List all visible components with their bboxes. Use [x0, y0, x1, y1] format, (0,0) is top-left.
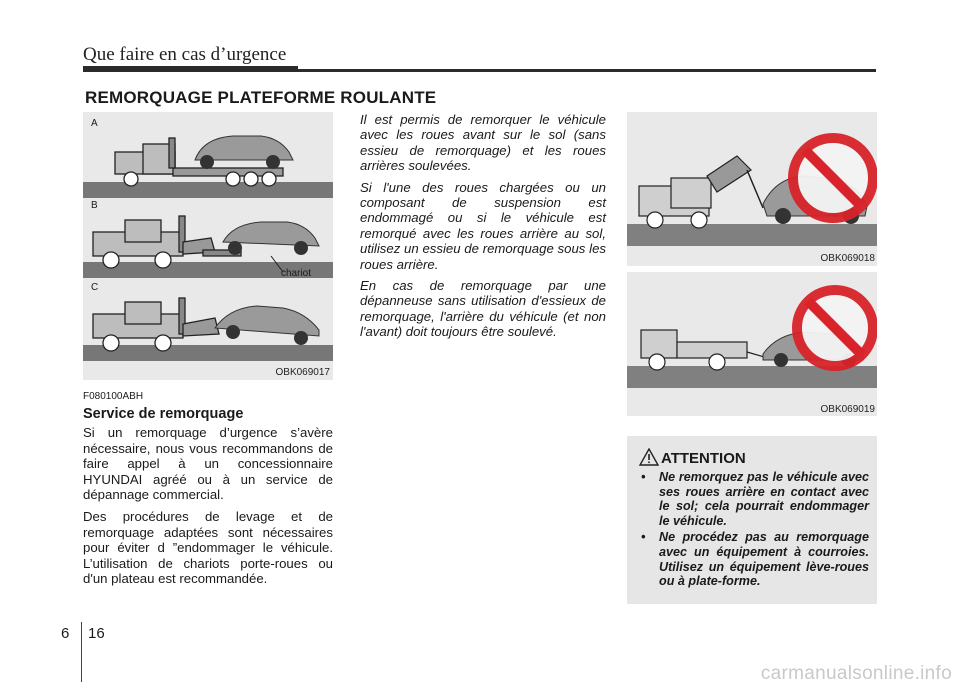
attention-item: • Ne remorquez pas le véhicule avec ses roues arrière en contact avec le sol; cela pourrait endommager le véhicule. [641, 470, 869, 528]
prohibited-tow-illustration-top [627, 112, 877, 266]
warning-triangle-icon [639, 448, 659, 466]
prohibition-icon [797, 290, 873, 366]
figure-code: OBK069018 [820, 253, 875, 264]
body-paragraph-2: Des procédures de levage et de remorquage adaptées sont nécessaires pour éviter d ”endommager le véhicule. L’utilisation de chariots porte-roues ou d'un plateau est recommandée. [83, 508, 333, 587]
figure-code: OBK069019 [820, 404, 875, 415]
body-paragraph-1: Si un remorquage d’urgence s’avère nécessaire, nous vous recommandons de faire appel à un concessionnaire HYUNDAI agréé ou à un service de dépannage commercial. [83, 425, 333, 503]
figure-label-a: A [91, 118, 98, 129]
towing-methods-figure [83, 112, 333, 380]
attention-box [627, 436, 877, 604]
footer-divider [81, 622, 82, 682]
page-header-title: Que faire en cas d’urgence [83, 44, 287, 65]
prohibition-icon [793, 138, 873, 218]
bullet-icon: • [641, 470, 646, 484]
bullet-icon: • [641, 530, 646, 545]
reference-code: F080100ABH [83, 391, 144, 402]
prohibited-tow-figure-top [627, 112, 877, 266]
attention-item: • Ne procédez pas au remorquage avec un équipement à courroies. Utilisez un équipement lève-roues ou à plate-forme. [641, 530, 869, 589]
figure-code: OBK069017 [275, 367, 330, 378]
figure-label-c: C [91, 282, 99, 293]
prohibited-tow-illustration-bottom [627, 272, 877, 416]
towing-methods-illustration [83, 112, 333, 380]
figure-label-dolly: chariot [281, 268, 312, 279]
section-title: REMORQUAGE PLATEFORME ROULANTE [85, 88, 437, 107]
towing-instructions [360, 112, 606, 346]
instruction-paragraph-2: Si l'une des roues chargées ou un composant de suspension est endommagé ou si le véhicule est remorqué avec les roues arrière au sol, utilisez un essieu de remorquage sous les roues arrière. [360, 179, 606, 272]
attention-title: ATTENTION [661, 450, 746, 467]
prohibited-tow-figure-bottom [627, 272, 877, 416]
towing-service-section [83, 391, 333, 593]
subheading: Service de remorquage [83, 406, 244, 422]
instruction-paragraph-3: En cas de remorquage par une dépanneuse sans utilisation d'essieux de remorquage, l'arrière du véhicule (et non l'avant) doit toujours être soulevé. [360, 278, 606, 340]
page-number: 16 [88, 625, 105, 642]
watermark: carmanualsonline.info [760, 663, 952, 684]
header-rule [83, 69, 876, 72]
chapter-number: 6 [61, 625, 70, 642]
figure-label-b: B [91, 200, 98, 211]
instruction-paragraph-1: Il est permis de remorquer le véhicule avec les roues avant sur le sol (sans essieu de remorquage) et les roues arrières soulevées. [360, 112, 606, 174]
attention-list [637, 470, 869, 591]
